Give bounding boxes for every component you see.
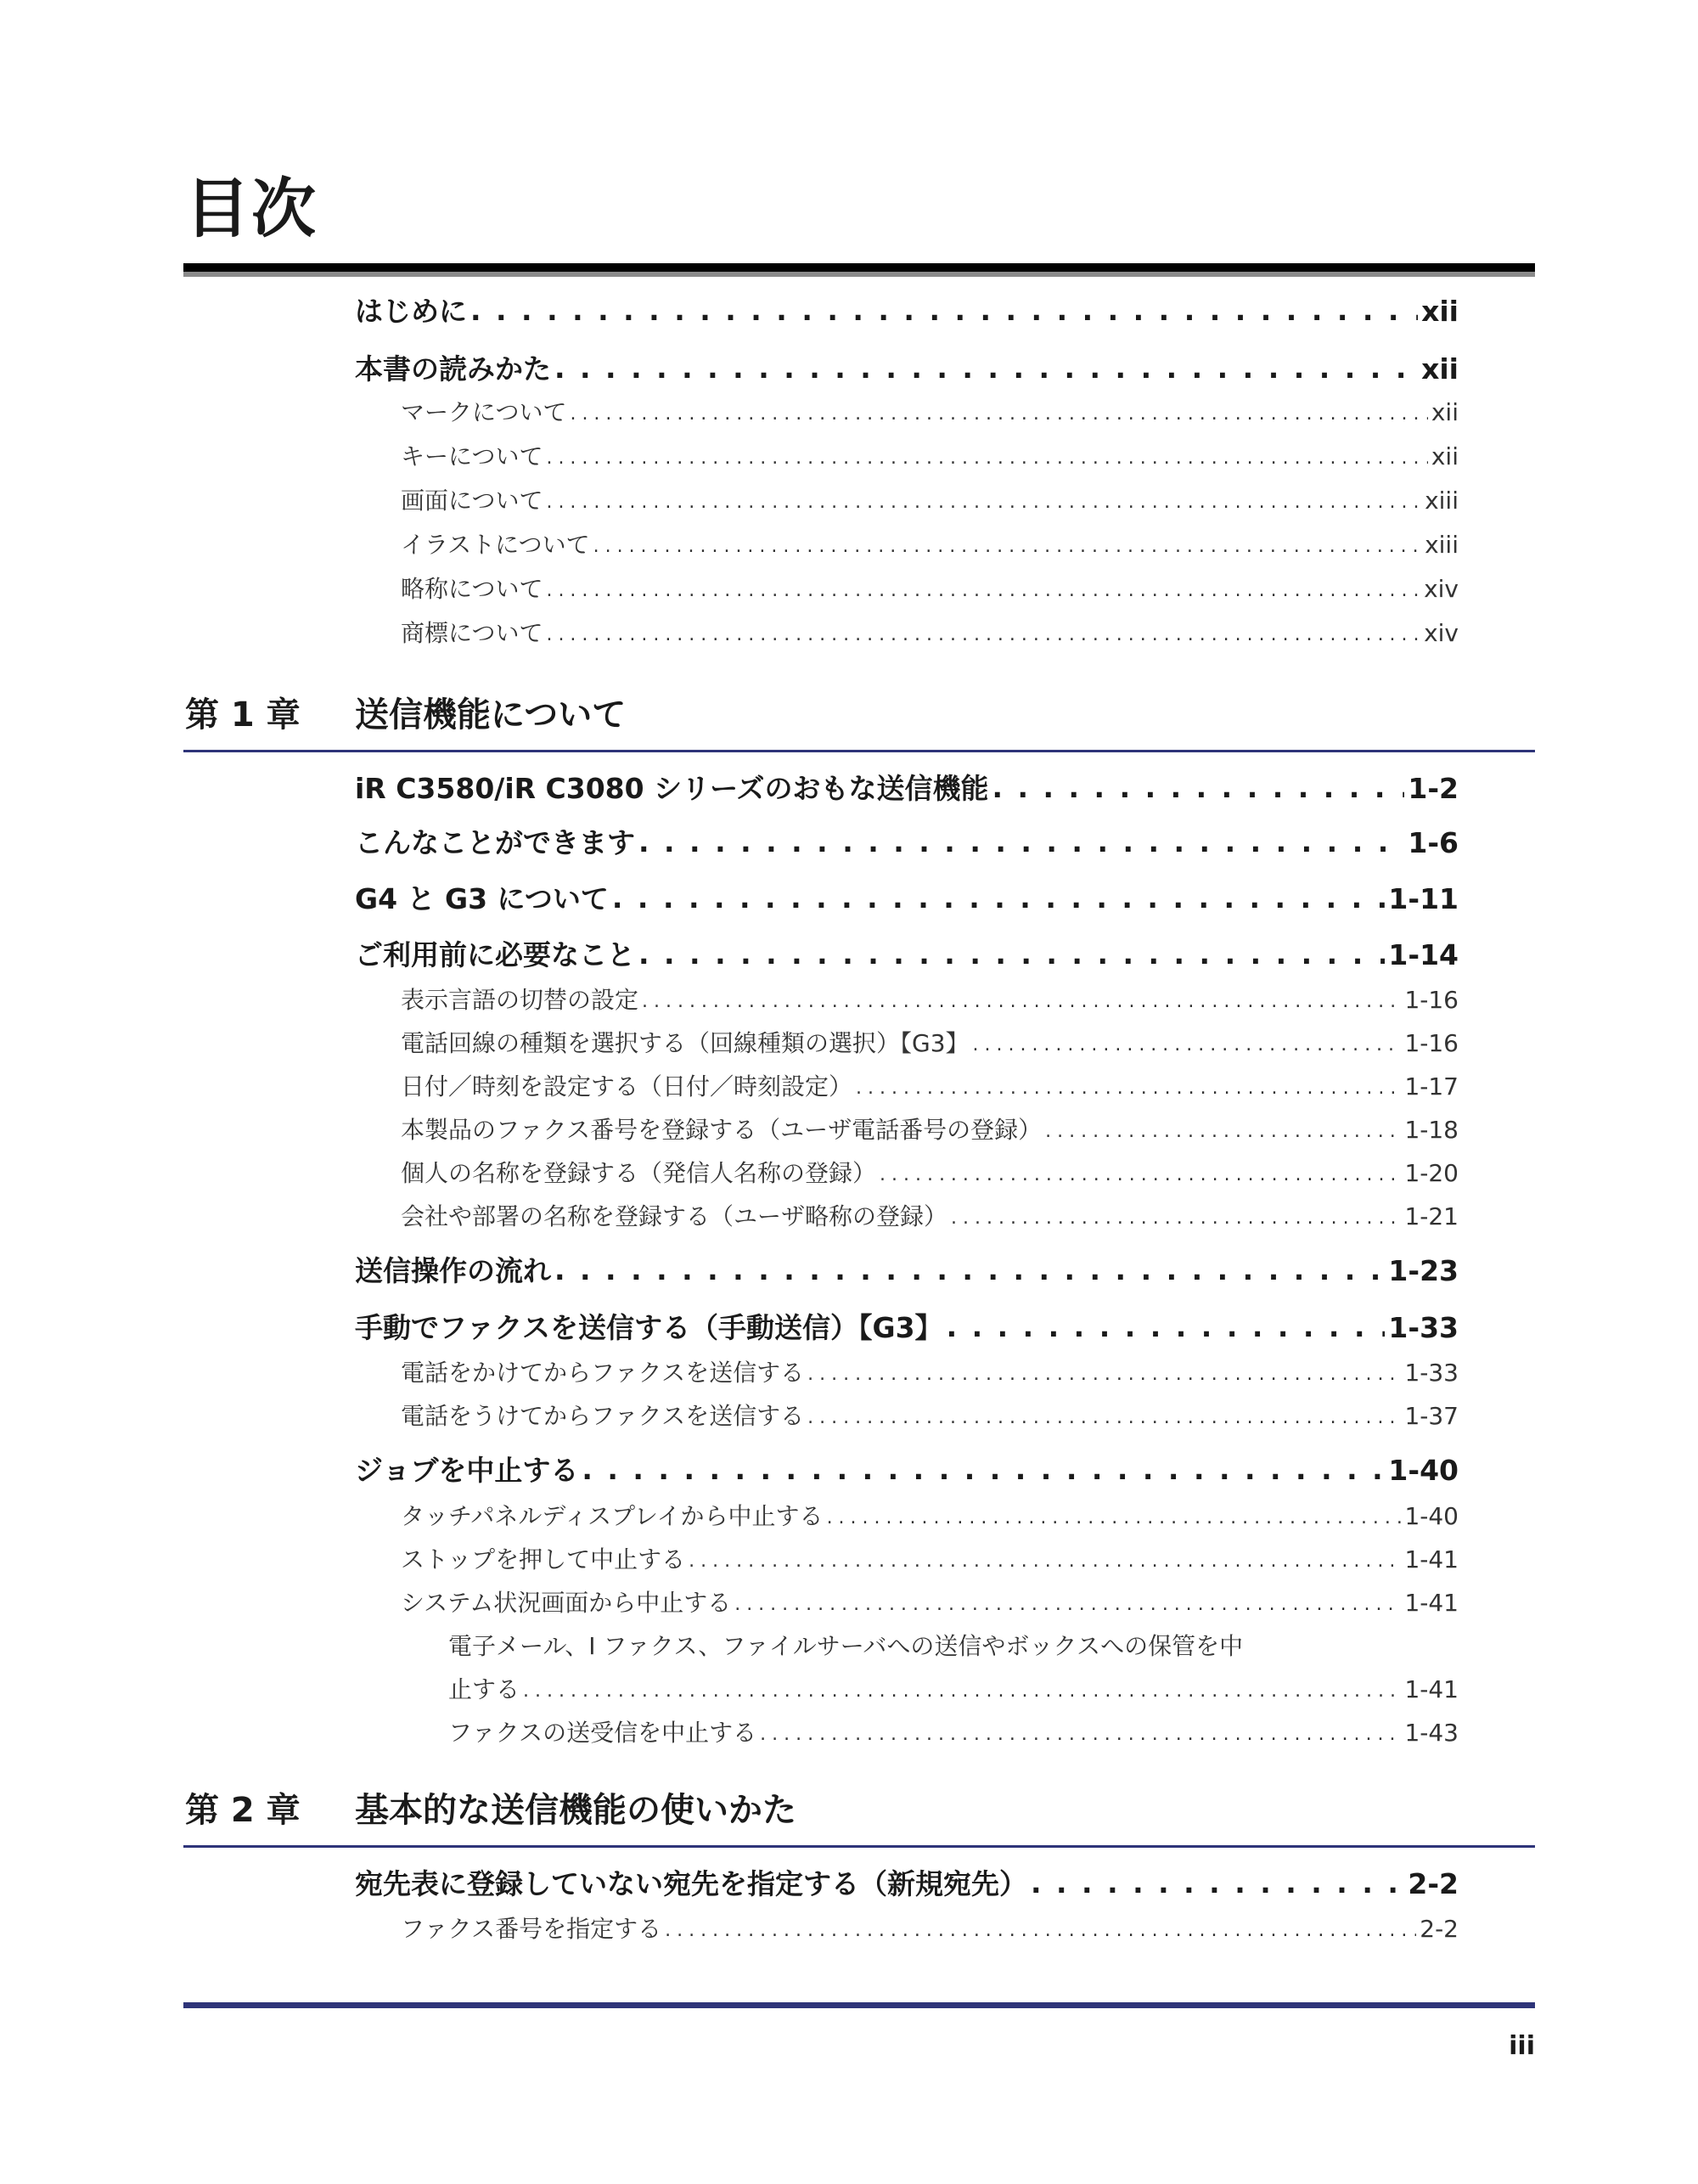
chapter-title: 基本的な送信機能の使いかた (355, 1791, 796, 1830)
toc-entry[interactable] (355, 1455, 1459, 1487)
toc-subentry[interactable] (401, 443, 1459, 470)
toc-entry-page: 1-14 (1388, 938, 1459, 971)
toc-entry-page: 1-23 (1388, 1254, 1459, 1287)
toc-subentry[interactable] (401, 1359, 1459, 1387)
leader-dots (689, 1545, 1401, 1573)
toc-subentry[interactable] (401, 1030, 1459, 1057)
toc-entry-text: 本製品のファクス番号を登録する（ユーザ電話番号の登録） (401, 1116, 1043, 1144)
toc-subentry[interactable] (401, 1403, 1459, 1430)
toc-entry-page: 1-20 (1404, 1159, 1459, 1187)
toc-subentry[interactable] (401, 1503, 1459, 1530)
chapter-title: 送信機能について (355, 695, 627, 735)
toc-subentry[interactable] (401, 1916, 1459, 1943)
leader-dots (470, 295, 1418, 327)
title-rule (183, 263, 1535, 272)
toc-entry-page: 1-40 (1388, 1454, 1459, 1487)
leader-dots (760, 1719, 1401, 1746)
toc-entry-text: ストップを押して中止する (401, 1545, 686, 1573)
toc-entry-text: 略称について (401, 575, 543, 603)
toc-subentry[interactable] (401, 1073, 1459, 1100)
leader-dots (612, 882, 1386, 915)
toc-entry-text: タッチパネルディスプレイから中止する (401, 1502, 824, 1530)
leader-dots (1045, 1116, 1401, 1143)
toc-entry[interactable] (355, 296, 1459, 328)
leader-dots (554, 352, 1418, 385)
chapter-label: 第 2 章 (185, 1791, 301, 1830)
toc-entry-page: 1-41 (1404, 1545, 1459, 1573)
page-title: 目次 (185, 171, 318, 246)
toc-entry-page: 1-21 (1404, 1202, 1459, 1230)
leader-dots (593, 531, 1421, 558)
toc-entry[interactable] (355, 1255, 1459, 1287)
leader-dots (570, 398, 1427, 425)
toc-entry-page: 1-43 (1404, 1719, 1459, 1747)
leader-dots (638, 938, 1385, 971)
leader-dots (546, 619, 1420, 646)
toc-subentry[interactable] (401, 576, 1459, 603)
leader-dots (856, 1072, 1401, 1100)
toc-entry-text: 画面について (401, 487, 543, 515)
toc-entry[interactable] (355, 883, 1459, 915)
toc-entry[interactable] (355, 1868, 1459, 1900)
toc-entry-page: 1-33 (1388, 1311, 1459, 1344)
leader-dots (546, 442, 1427, 470)
toc-entry[interactable] (355, 353, 1459, 386)
toc-entry-page: 1-2 (1408, 772, 1459, 805)
toc-entry-text: 日付／時刻を設定する（日付／時刻設定） (401, 1072, 853, 1100)
toc-entry-page: 1-11 (1388, 882, 1459, 915)
toc-entry-page: 1-16 (1404, 986, 1459, 1014)
leader-dots (1031, 1867, 1404, 1900)
toc-entry-text: キーについて (401, 442, 543, 470)
toc-entry-page: 1-33 (1404, 1359, 1459, 1387)
leader-dots (807, 1402, 1401, 1429)
toc-subentry[interactable] (401, 1160, 1459, 1187)
chapter-heading (185, 695, 627, 735)
chapter-rule (183, 750, 1535, 752)
leader-dots (665, 1915, 1416, 1942)
toc-entry-text: G4 と G3 について (355, 882, 609, 915)
toc-entry-page: xii (1431, 442, 1459, 470)
toc-entry-page: xiii (1425, 531, 1459, 559)
toc-subentry[interactable] (401, 399, 1459, 426)
toc-entry-text: 商標について (401, 619, 543, 647)
footer-rule (183, 2002, 1535, 2008)
toc-entry-text: 表示言語の切替の設定 (401, 986, 639, 1014)
leader-dots (582, 1454, 1385, 1486)
chapter-label: 第 1 章 (185, 695, 301, 735)
toc-entry-page: 2-2 (1408, 1867, 1459, 1900)
leader-dots (992, 772, 1404, 804)
toc-subentry[interactable] (401, 1203, 1459, 1230)
toc-subsubentry[interactable] (448, 1676, 1459, 1703)
toc-entry-text: ご利用前に必要なこと (355, 938, 635, 971)
toc-entry[interactable] (355, 1312, 1459, 1344)
leader-dots (546, 487, 1421, 514)
page-number: iii (1509, 2031, 1535, 2061)
toc-entry-text: マークについて (401, 398, 567, 426)
toc-entry[interactable] (355, 773, 1459, 805)
leader-dots (807, 1359, 1401, 1386)
leader-dots (973, 1029, 1402, 1056)
toc-entry-page: 1-6 (1408, 826, 1459, 859)
toc-entry-page: xii (1431, 398, 1459, 426)
toc-entry-text: ファクスの送受信を中止する (448, 1719, 757, 1747)
toc-subentry[interactable] (401, 1546, 1459, 1573)
toc-entry-page: 2-2 (1420, 1915, 1459, 1943)
toc-entry-page: xii (1421, 295, 1459, 328)
leader-dots (642, 986, 1401, 1013)
toc-entry-page: xiv (1424, 575, 1459, 603)
toc-entry-text: イラストについて (401, 531, 590, 559)
toc-subentry[interactable] (401, 487, 1459, 515)
toc-entry-text: 会社や部署の名称を登録する（ユーザ略称の登録） (401, 1202, 948, 1230)
toc-entry-page: 1-40 (1404, 1502, 1459, 1530)
toc-entry-page: xii (1421, 352, 1459, 386)
toc-entry-page: 1-17 (1404, 1072, 1459, 1100)
toc-entry-text: 個人の名称を登録する（発信人名称の登録） (401, 1159, 877, 1187)
toc-entry[interactable] (355, 827, 1459, 859)
toc-entry-page: 1-37 (1404, 1402, 1459, 1430)
toc-entry-page: xiii (1425, 487, 1459, 515)
toc-entry-page: xiv (1424, 619, 1459, 647)
leader-dots (638, 826, 1404, 858)
leader-dots (880, 1159, 1401, 1186)
title-rule-shadow (183, 272, 1535, 277)
toc-entry-page: 1-41 (1404, 1589, 1459, 1617)
toc-subsubentry[interactable] (448, 1720, 1459, 1747)
toc-subentry[interactable] (401, 620, 1459, 647)
toc-entry-text: ジョブを中止する (355, 1454, 579, 1487)
toc-subsubentry-line1[interactable]: 電子メール、I ファクス、ファイルサーバへの送信やボックスへの保管を中 (448, 1632, 1244, 1660)
toc-entry-text: ファクス番号を指定する (401, 1915, 662, 1943)
chapter-rule (183, 1845, 1535, 1848)
toc-entry-text: 本書の読みかた (355, 352, 551, 386)
toc-subentry[interactable] (401, 532, 1459, 559)
toc-entry-text: 電話回線の種類を選択する（回線種類の選択）【G3】 (401, 1029, 970, 1057)
toc-entry-page: 1-16 (1404, 1029, 1459, 1057)
toc-subentry[interactable] (401, 1590, 1459, 1617)
toc-entry-text: iR C3580/iR C3080 シリーズのおもな送信機能 (355, 772, 989, 805)
toc-entry-text: 電話をうけてからファクスを送信する (401, 1402, 805, 1430)
leader-dots (546, 575, 1420, 602)
toc-subentry[interactable] (401, 987, 1459, 1014)
toc-entry-text: 電話をかけてからファクスを送信する (401, 1359, 805, 1387)
leader-dots (554, 1254, 1385, 1286)
chapter-heading (185, 1791, 796, 1830)
leader-dots (523, 1675, 1401, 1703)
leader-dots (734, 1589, 1401, 1616)
toc-entry-text: 止する (448, 1675, 520, 1703)
toc-entry-text: システム状況画面から中止する (401, 1589, 732, 1617)
leader-dots (827, 1502, 1402, 1529)
leader-dots (951, 1202, 1401, 1230)
toc-entry-page: 1-18 (1404, 1116, 1459, 1144)
leader-dots (947, 1311, 1386, 1343)
toc-entry-text: はじめに (355, 295, 467, 328)
toc-entry-text: 手動でファクスを送信する（手動送信）【G3】 (355, 1311, 943, 1344)
toc-entry-text: 宛先表に登録していない宛先を指定する（新規宛先） (355, 1867, 1027, 1900)
toc-entry[interactable] (355, 939, 1459, 971)
toc-subentry[interactable] (401, 1117, 1459, 1144)
toc-entry-text: 送信操作の流れ (355, 1254, 551, 1287)
toc-entry-page: 1-41 (1404, 1675, 1459, 1703)
toc-entry-text: こんなことができます (355, 826, 635, 859)
